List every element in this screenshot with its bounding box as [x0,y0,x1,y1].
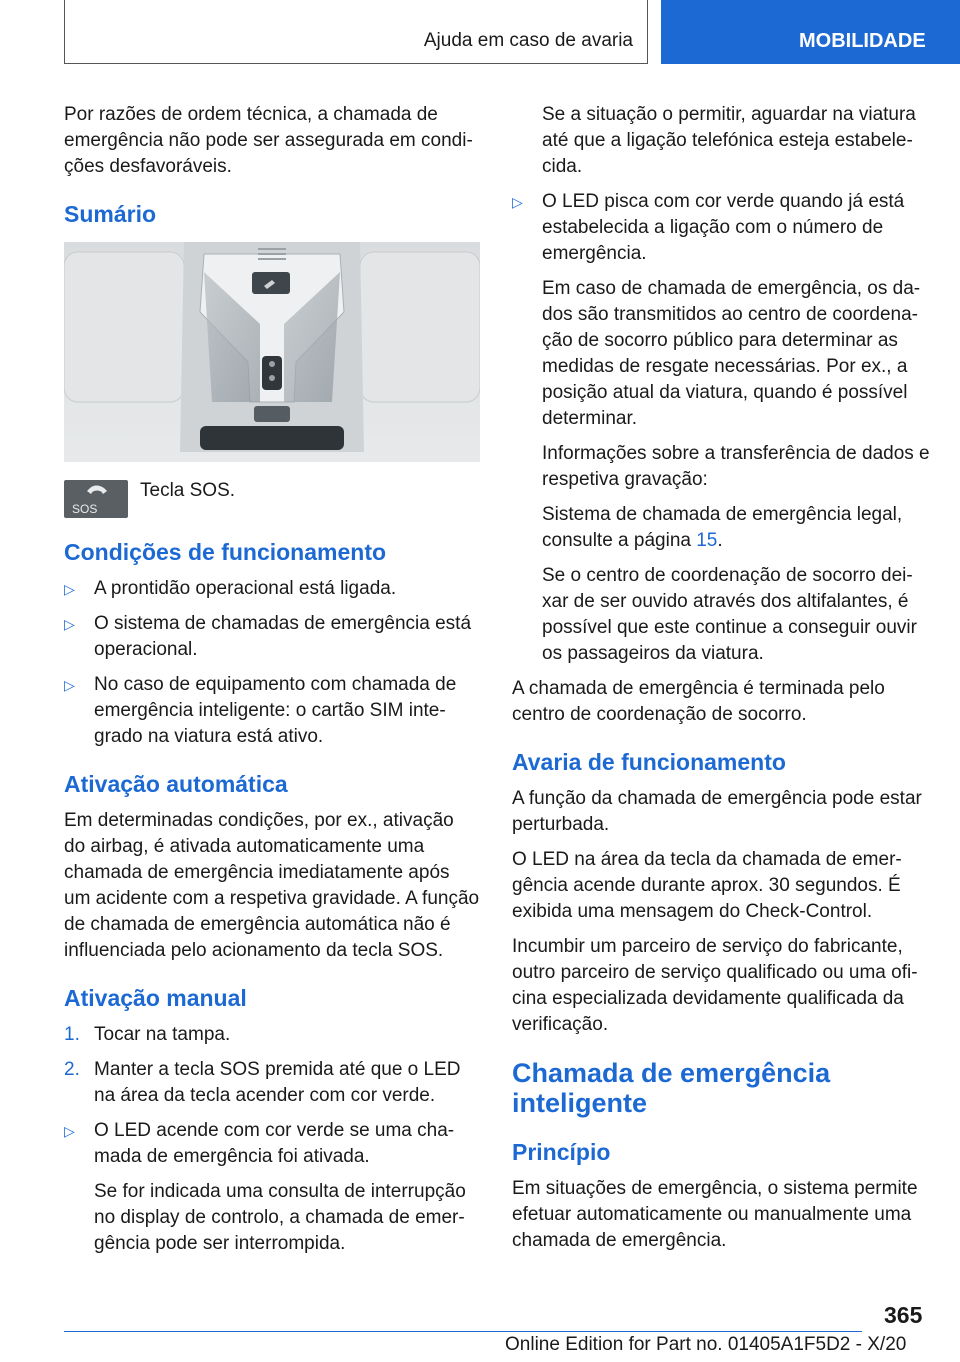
sos-caption: Tecla SOS. [140,480,236,501]
sos-phone-icon [64,480,128,518]
footer-divider [64,1331,862,1332]
led-bullet: ▷ O LED pisca com cor verde quando já está estabelecida a ligação com o número de emergência. [512,191,905,264]
manual-activation-heading: Ativação manual [64,985,247,1011]
svg-text:SOS: SOS [72,502,98,516]
conditions-heading: Condições de funcionamento [64,539,387,565]
sos-key-legend [64,478,480,518]
data-info-text: Informações sobre a transferência de dados e respetiva gravação: [542,443,930,490]
right-column [512,102,930,1263]
call-end-text: A chamada de emergência é terminada pelo centro de coordenação de socorro. [512,678,885,725]
principle-text: Em situações de emergência, o sistema permite efetuar automaticamente ou manualmente uma chamada de emergência. [512,1178,918,1251]
header-section-box [64,0,648,64]
speaker-text: Se o centro de coordenação de socorro deixar de ser ouvido através dos altifalantes, é possível que este continue a conseguir ouvir os passageiros da viatura. [542,565,917,664]
triangle-bullet-icon: ▷ [64,677,75,693]
triangle-bullet-icon: ▷ [64,581,75,597]
data-transfer-text: Em caso de chamada de emergência, os dados são transmitidos ao centro de coordenação de socorro público para determinar as medidas de resgate necessárias. Por ex., a posição atual da viatura, quando é possível determinar. [542,278,921,429]
page-link[interactable]: 15 [696,530,718,551]
manual-bullet: ▷ O LED acende com cor verde se uma chamada de emergência foi ativada. [64,1120,455,1167]
condition-item: ▷ A prontidão operacional está ligada. [64,576,480,602]
header-chapter-tab[interactable]: MOBILIDADE [661,0,960,64]
principle-heading: Princípio [512,1139,611,1165]
triangle-bullet-icon: ▷ [512,194,523,210]
triangle-bullet-icon: ▷ [64,1123,75,1139]
malfunction-text-2: O LED na área da tecla da chamada de emergência acende durante aprox. 30 segundos. É exibida uma mensagem do Check-Control. [512,849,902,922]
auto-activation-text: Em determinadas condições, por ex., ativação do airbag, é ativada automaticamente uma chamada de emergência imediatamente após um acidente com a respetiva gravidade. A função de chamada de emergência automática não é influenciada pelo acionamento da tecla SOS. [64,810,480,961]
malfunction-text-3: Incumbir um parceiro de serviço do fabricante, outro parceiro de serviço qualificado ou uma oficina especializada devidamente qualificada da verificação. [512,936,918,1035]
left-column [64,102,480,1266]
manual-sub-text: Se for indicada uma consulta de interrupção no display de controlo, a chamada de emergência pode ser interrompida. [94,1181,466,1254]
header-section-title: Ajuda em caso de avaria [423,30,633,51]
legal-system-text: Sistema de chamada de emergência legal, consulte a página 15. [542,504,903,551]
roof-console-photo [64,242,480,462]
intelligent-call-heading: Chamada de emergência inteligente [512,1058,831,1118]
condition-item: ▷ No caso de equipamento com chamada de emergência inteligente: o cartão SIM integrado na viatura está ativo. [64,674,457,747]
footer-edition: Online Edition for Part no. 01405A1F5D2 - X/20 [505,1334,907,1355]
intro-paragraph: Por razões de ordem técnica, a chamada de emergência não pode ser assegurada em condições desfavoráveis. [64,104,473,177]
malfunction-text-1: A função da chamada de emergência pode estar perturbada. [512,788,922,835]
wait-text: Se a situação o permitir, aguardar na viatura até que a ligação telefónica esteja estabelecida. [542,104,916,177]
auto-activation-heading: Ativação automática [64,771,288,797]
manual-step: 2. Manter a tecla SOS premida até que o LED na área da tecla acender com cor verde. [64,1059,461,1106]
page-number: 365 [884,1302,923,1328]
malfunction-heading: Avaria de funcionamento [512,749,786,775]
manual-step: 1. Tocar na tampa. [64,1024,231,1045]
condition-item: ▷ O sistema de chamadas de emergência está operacional. [64,613,472,660]
sumario-heading: Sumário [64,201,157,227]
triangle-bullet-icon: ▷ [64,616,75,632]
